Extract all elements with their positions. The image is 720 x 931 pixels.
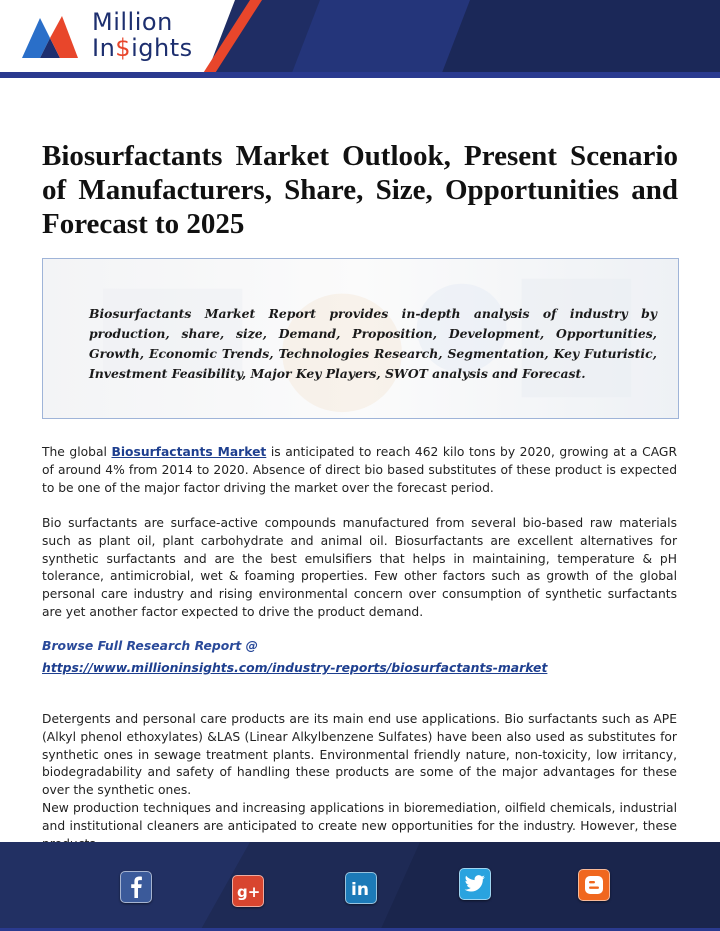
svg-text:in: in [351, 880, 369, 898]
page-title: Biosurfactants Market Outlook, Present Scenario of Manufacturers, Share, Size, Opportunities and Forecast to 2025 [42, 140, 678, 240]
paragraph-opportunities: New production techniques and increasing applications in bioremediation, oilfield chemicals, industrial and institutional cleaners are anticipated to create new opportunities for the industry. However, these [42, 801, 677, 833]
summary-text: Biosurfactants Market Report provides in-depth analysis of industry by production, share, size, Demand, Proposition, Development, Opportunities, Growth, Economic Trends, Technologies Research, Segmentation, Key Futuristic, Investment Feasibility, Major Key Players, SWOT analysis and Forecast. [89, 306, 657, 381]
biosurfactants-market-link[interactable]: Biosurfactants Market [111, 445, 267, 459]
million-insights-logo [20, 12, 80, 62]
svg-text:g+: g+ [237, 883, 260, 900]
brand-line-2: In$ights [92, 34, 193, 62]
google-plus-icon[interactable] [232, 875, 264, 907]
brand-line-1: Million [92, 8, 173, 36]
facebook-icon[interactable] [120, 871, 152, 903]
page-footer [0, 842, 720, 931]
twitter-icon[interactable] [459, 868, 491, 900]
paragraph-applications: Detergents and personal care products are its main end use applications. Bio surfactants such as APE (Alkyl phenol ethoxylates) &LAS (Linear Alkylbenzene Sulfates) have been also used as substitutes for synthetic ones in sewage treatment plants. Environmental friendly nature, non-toxicity, low irritancy, biodegradability and safety of handling these products are some of the major advantages for these over the synthetic ones. [42, 712, 677, 798]
browse-report-section [42, 635, 682, 679]
blogger-icon[interactable] [578, 869, 610, 901]
paragraph-intro: The global Biosurfactants Market is anticipated to reach 462 kilo tons by 2020, growing at a CAGR of around 4% from 2014 to 2020. Absence of direct bio based substitutes of these product is expected to be one of the major factor driving the market over the forecast period. [42, 445, 677, 495]
summary-box [42, 258, 679, 419]
linkedin-icon[interactable] [345, 872, 377, 904]
page-header [0, 0, 720, 78]
browse-label: Browse Full Research Report @ [42, 638, 259, 653]
paragraph-definition: Bio surfactants are surface-active compounds manufactured from several bio-based raw materials such as plant oil, plant carbohydrate and animal oil. Biosurfactants are excellent alternatives for synthetic surfactants and are the best emulsifiers that helps in maintaining, temperature & pH tolerance, antimicrobial, wet & foaming properties. Few other factors such as growth of the global personal care industry and rising environmental concern over consumption of synthetic surfactants are yet another factor expected to drive the product demand. [42, 516, 677, 619]
report-url-link[interactable]: https://www.millioninsights.com/industry-reports/biosurfactants-market [42, 660, 548, 675]
brand-name [92, 10, 193, 60]
